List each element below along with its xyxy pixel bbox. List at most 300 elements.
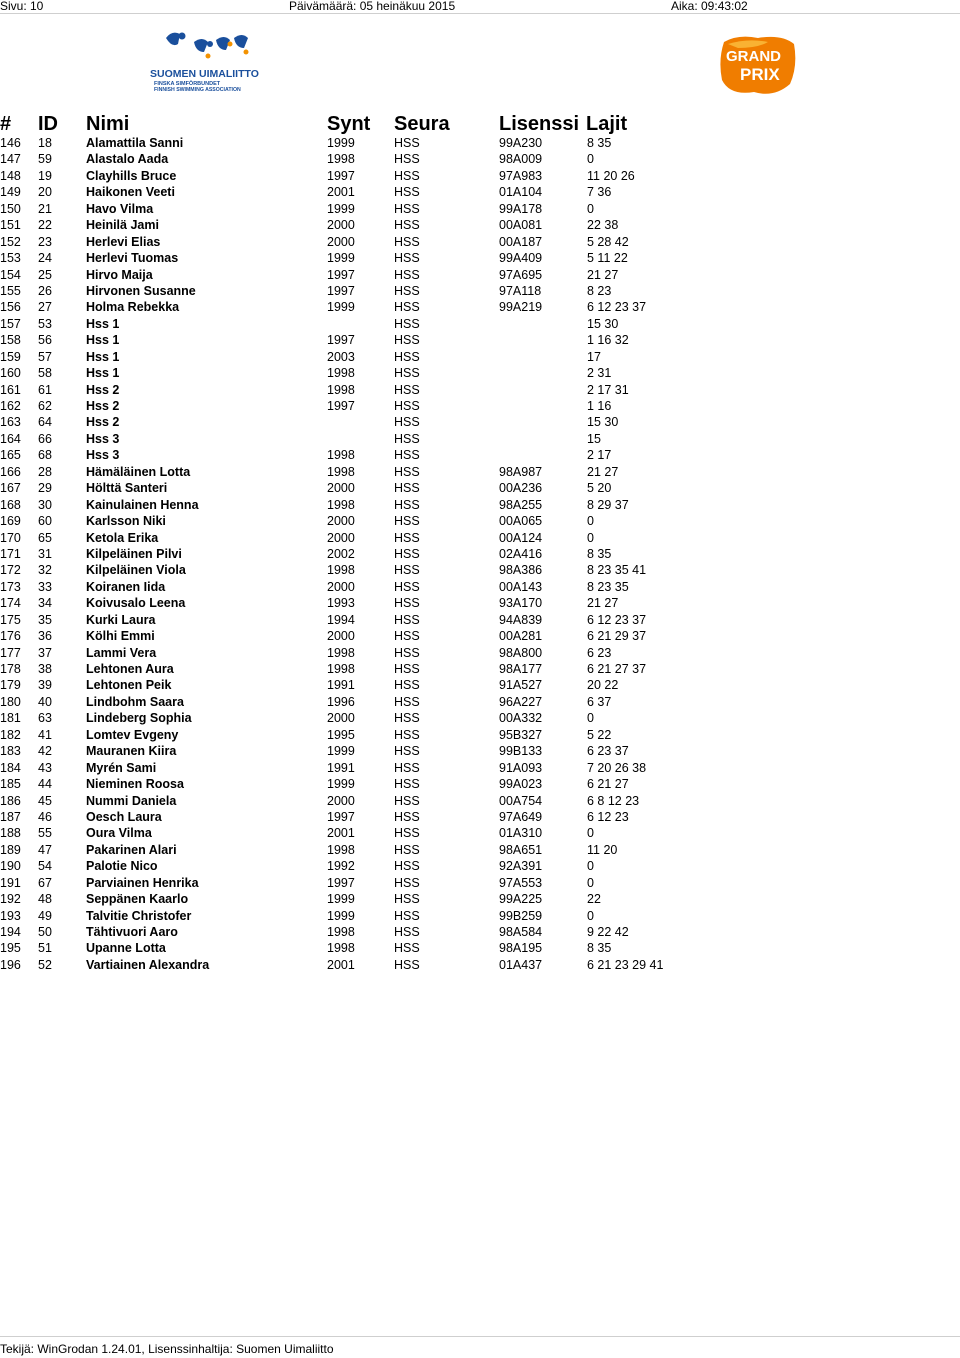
license: 95B327 — [499, 727, 543, 742]
club: HSS — [394, 809, 420, 824]
birth-year: 1998 — [327, 662, 355, 676]
page-number: Sivu: 10 — [0, 0, 44, 13]
header-divider — [0, 13, 960, 14]
birth-year: 1997 — [327, 809, 355, 824]
swimmer-id: 55 — [38, 826, 52, 841]
license: 99B133 — [499, 744, 543, 759]
events: 15 30 — [587, 316, 619, 331]
birth-year: 1991 — [327, 760, 355, 775]
swimmer-id: 22 — [38, 218, 52, 233]
row-number: 154 — [0, 267, 21, 282]
swimmer-id: 23 — [38, 234, 52, 249]
license: 98A195 — [499, 941, 543, 956]
license: 98A584 — [499, 925, 543, 939]
row-number: 162 — [0, 399, 21, 413]
row-number: 151 — [0, 218, 21, 233]
swimmer-id: 57 — [38, 349, 52, 364]
swimmer-id: 42 — [38, 744, 52, 759]
club: HSS — [394, 875, 420, 890]
swimmer-name: Upanne Lotta — [86, 941, 166, 956]
row-number: 172 — [0, 563, 21, 578]
swimmer-name: Pakarinen Alari — [86, 842, 177, 857]
events: 6 12 23 37 — [587, 300, 647, 315]
grand-prix-logo — [718, 34, 798, 98]
birth-year: 1997 — [327, 283, 355, 298]
table-row — [0, 168, 960, 184]
table-row — [0, 645, 960, 661]
club: HSS — [394, 957, 420, 972]
row-number: 192 — [0, 892, 21, 907]
row-number: 180 — [0, 694, 21, 709]
events: 5 22 — [587, 727, 612, 742]
birth-year: 1998 — [327, 152, 355, 167]
footer-text: Tekijä: WinGrodan 1.24.01, Lisenssinhaltija: Suomen Uimaliitto — [0, 1342, 334, 1356]
birth-year: 1995 — [327, 727, 355, 742]
swimmer-name: Ketola Erika — [86, 530, 159, 545]
row-number: 174 — [0, 596, 21, 611]
row-number: 158 — [0, 333, 21, 348]
swimmer-id: 46 — [38, 809, 52, 824]
row-number: 176 — [0, 629, 21, 644]
events: 1 16 32 — [587, 333, 629, 348]
club: HSS — [394, 399, 420, 413]
row-number: 168 — [0, 497, 21, 512]
events: 8 23 35 41 — [587, 563, 647, 578]
swimmer-name: Hss 1 — [86, 316, 120, 331]
swimmer-name: Parviainen Henrika — [86, 875, 199, 890]
events: 15 30 — [587, 415, 619, 430]
license: 97A649 — [499, 809, 543, 824]
swimmer-name: Nieminen Roosa — [86, 777, 184, 792]
swimmer-name: Lindbohm Saara — [86, 694, 184, 709]
table-row — [0, 283, 960, 299]
events: 21 27 — [587, 267, 619, 282]
birth-year: 1998 — [327, 842, 355, 857]
license: 99A225 — [499, 892, 543, 907]
row-number: 175 — [0, 612, 21, 627]
swimmer-name: Koivusalo Leena — [86, 596, 186, 611]
events: 6 21 27 37 — [587, 662, 647, 676]
birth-year: 1998 — [327, 497, 355, 512]
col-header-license: Lisenssi — [499, 113, 580, 135]
license: 91A093 — [499, 760, 543, 775]
club: HSS — [394, 629, 420, 644]
row-number: 149 — [0, 185, 21, 200]
table-row — [0, 858, 960, 874]
swimmer-id: 33 — [38, 579, 52, 594]
swimmer-name: Alamattila Sanni — [86, 136, 184, 150]
table-row — [0, 382, 960, 398]
table-row — [0, 957, 960, 973]
row-number: 184 — [0, 760, 21, 775]
birth-year: 1999 — [327, 300, 355, 315]
license: 98A987 — [499, 464, 543, 479]
table-row — [0, 842, 960, 858]
row-number: 156 — [0, 300, 21, 315]
swimmer-id: 51 — [38, 941, 52, 956]
row-number: 164 — [0, 431, 21, 446]
swimmer-name: Herlevi Elias — [86, 234, 161, 249]
swimmer-name: Heinilä Jami — [86, 218, 159, 233]
club: HSS — [394, 596, 420, 611]
club: HSS — [394, 431, 420, 446]
swimmer-id: 48 — [38, 892, 52, 907]
table-row — [0, 825, 960, 841]
club: HSS — [394, 859, 420, 874]
birth-year: 1999 — [327, 136, 355, 150]
swimmer-id: 35 — [38, 612, 52, 627]
events: 22 38 — [587, 218, 619, 233]
events: 8 23 — [587, 283, 612, 298]
swimmer-name: Alastalo Aada — [86, 152, 169, 167]
row-number: 193 — [0, 908, 21, 923]
col-header-name: Nimi — [86, 113, 130, 135]
club: HSS — [394, 448, 420, 463]
swimmer-id: 44 — [38, 777, 52, 792]
events: 6 21 29 37 — [587, 629, 647, 644]
row-number: 153 — [0, 251, 21, 266]
page-header — [0, 0, 960, 13]
club: HSS — [394, 744, 420, 759]
row-number: 173 — [0, 579, 21, 594]
table-row — [0, 694, 960, 710]
swimmer-name: Holma Rebekka — [86, 300, 180, 315]
swimmer-id: 29 — [38, 481, 52, 496]
row-number: 185 — [0, 777, 21, 792]
row-number: 187 — [0, 809, 21, 824]
events: 15 — [587, 431, 601, 446]
table-row — [0, 743, 960, 759]
swimmer-name: Lomtev Evgeny — [86, 727, 179, 742]
row-number: 186 — [0, 793, 21, 808]
swimmer-name: Oesch Laura — [86, 809, 162, 824]
table-row — [0, 677, 960, 693]
license: 98A009 — [499, 152, 543, 167]
club: HSS — [394, 300, 420, 315]
events: 8 23 35 — [587, 579, 629, 594]
swimmer-name: Hss 1 — [86, 366, 120, 381]
row-number: 178 — [0, 662, 21, 676]
table-row — [0, 875, 960, 891]
events: 0 — [587, 514, 594, 529]
birth-year: 2000 — [327, 218, 355, 233]
license: 00A332 — [499, 711, 543, 726]
table-row — [0, 562, 960, 578]
events: 2 17 — [587, 448, 612, 463]
birth-year: 1999 — [327, 777, 355, 792]
row-number: 194 — [0, 925, 21, 939]
events: 6 23 37 — [587, 744, 629, 759]
col-header-id: ID — [38, 113, 58, 135]
events: 20 22 — [587, 678, 619, 693]
row-number: 179 — [0, 678, 21, 693]
swimmer-id: 25 — [38, 267, 52, 282]
events: 11 20 — [587, 842, 618, 857]
license: 01A437 — [499, 957, 543, 972]
swimmer-name: Myrén Sami — [86, 760, 157, 775]
swimmer-id: 61 — [38, 382, 52, 397]
club: HSS — [394, 645, 420, 660]
col-header-number: # — [0, 113, 12, 135]
birth-year: 1997 — [327, 399, 355, 413]
club: HSS — [394, 925, 420, 939]
swimmer-id: 63 — [38, 711, 52, 726]
swimmer-name: Hss 3 — [86, 431, 120, 446]
events: 8 35 — [587, 941, 612, 956]
club: HSS — [394, 267, 420, 282]
birth-year: 2000 — [327, 629, 355, 644]
swimmer-name: Palotie Nico — [86, 859, 158, 874]
row-number: 177 — [0, 645, 21, 660]
swimmer-name: Kurki Laura — [86, 612, 156, 627]
participant-table — [0, 135, 960, 973]
swimmer-name: Hss 2 — [86, 399, 120, 413]
table-row — [0, 793, 960, 809]
club: HSS — [394, 168, 420, 183]
birth-year: 2000 — [327, 514, 355, 529]
table-row — [0, 710, 960, 726]
table-row — [0, 546, 960, 562]
birth-year: 2001 — [327, 826, 355, 841]
table-row — [0, 332, 960, 348]
swimmer-name: Lindeberg Sophia — [86, 711, 192, 726]
club: HSS — [394, 941, 420, 956]
swimmer-name: Hirvonen Susanne — [86, 283, 196, 298]
birth-year: 1998 — [327, 563, 355, 578]
swimmer-name: Hölttä Santeri — [86, 481, 168, 496]
birth-year: 1998 — [327, 645, 355, 660]
events: 17 — [587, 349, 601, 364]
birth-year: 1998 — [327, 464, 355, 479]
table-row — [0, 135, 960, 151]
table-row — [0, 924, 960, 940]
events: 6 8 12 23 — [587, 793, 640, 808]
license: 01A104 — [499, 185, 543, 200]
swimmer-name: Nummi Daniela — [86, 793, 177, 808]
events: 21 27 — [587, 596, 619, 611]
svg-text:PRIX: PRIX — [740, 65, 780, 84]
swimmer-id: 50 — [38, 925, 52, 939]
club: HSS — [394, 218, 420, 233]
events: 7 20 26 38 — [587, 760, 647, 775]
license: 93A170 — [499, 596, 543, 611]
events: 8 35 — [587, 136, 612, 150]
swimmer-id: 60 — [38, 514, 52, 529]
swimmer-id: 58 — [38, 366, 52, 381]
license: 98A177 — [499, 662, 543, 676]
swimmer-name: Tähtivuori Aaro — [86, 925, 178, 939]
swimmer-id: 26 — [38, 283, 52, 298]
table-row — [0, 234, 960, 250]
license: 98A255 — [499, 497, 543, 512]
svg-text:FINNISH SWIMMING ASSOCIATION: FINNISH SWIMMING ASSOCIATION — [154, 87, 241, 93]
table-row — [0, 431, 960, 447]
table-row — [0, 480, 960, 496]
birth-year: 1999 — [327, 201, 355, 216]
events: 11 20 26 — [587, 168, 635, 183]
club: HSS — [394, 892, 420, 907]
license: 00A065 — [499, 514, 543, 529]
birth-year: 1999 — [327, 744, 355, 759]
events: 2 17 31 — [587, 382, 629, 397]
birth-year: 2000 — [327, 481, 355, 496]
row-number: 146 — [0, 136, 21, 150]
license: 97A553 — [499, 875, 543, 890]
row-number: 147 — [0, 152, 21, 167]
events: 21 27 — [587, 464, 619, 479]
club: HSS — [394, 777, 420, 792]
row-number: 167 — [0, 481, 21, 496]
swimmer-name: Talvitie Christofer — [86, 908, 192, 923]
birth-year: 1999 — [327, 892, 355, 907]
row-number: 190 — [0, 859, 21, 874]
table-row — [0, 217, 960, 233]
row-number: 171 — [0, 546, 21, 561]
svg-text:GRAND: GRAND — [726, 48, 781, 65]
col-header-club: Seura — [394, 113, 450, 135]
table-row — [0, 398, 960, 414]
swimmer-name: Koiranen Iida — [86, 579, 166, 594]
license: 02A416 — [499, 546, 543, 561]
birth-year: 1998 — [327, 366, 355, 381]
birth-year: 1997 — [327, 267, 355, 282]
birth-year: 1997 — [327, 168, 355, 183]
license: 99A219 — [499, 300, 543, 315]
license: 00A236 — [499, 481, 543, 496]
club: HSS — [394, 727, 420, 742]
birth-year: 2000 — [327, 234, 355, 249]
birth-year: 2001 — [327, 185, 355, 200]
col-header-birth-year: Synt — [327, 113, 371, 135]
license: 00A754 — [499, 793, 543, 808]
swimmer-id: 36 — [38, 629, 52, 644]
events: 0 — [587, 875, 594, 890]
birth-year: 2000 — [327, 579, 355, 594]
events: 7 36 — [587, 185, 612, 200]
swimmer-name: Clayhills Bruce — [86, 168, 177, 183]
birth-year: 2000 — [327, 530, 355, 545]
swimmer-id: 45 — [38, 793, 52, 808]
table-row — [0, 530, 960, 546]
svg-text:FINSKA SIMFÖRBUNDET: FINSKA SIMFÖRBUNDET — [154, 81, 221, 87]
swimmer-name: Hss 3 — [86, 448, 120, 463]
license: 99A230 — [499, 136, 543, 150]
table-row — [0, 760, 960, 776]
swimmer-id: 24 — [38, 251, 52, 266]
row-number: 170 — [0, 530, 21, 545]
swimmer-id: 68 — [38, 448, 52, 463]
club: HSS — [394, 136, 420, 150]
events: 5 20 — [587, 481, 612, 496]
table-row — [0, 349, 960, 365]
swimmer-id: 34 — [38, 596, 52, 611]
swimmer-name: Hss 2 — [86, 382, 120, 397]
swimmer-id: 66 — [38, 431, 52, 446]
table-row — [0, 316, 960, 332]
table-row — [0, 727, 960, 743]
row-number: 155 — [0, 283, 21, 298]
swimmer-id: 20 — [38, 185, 52, 200]
row-number: 152 — [0, 234, 21, 249]
row-number: 189 — [0, 842, 21, 857]
birth-year: 2003 — [327, 349, 355, 364]
swimmer-name: Haikonen Veeti — [86, 185, 175, 200]
row-number: 195 — [0, 941, 21, 956]
events: 1 16 — [587, 399, 612, 413]
swimmer-id: 49 — [38, 908, 52, 923]
events: 8 29 37 — [587, 497, 629, 512]
events: 6 21 23 29 41 — [587, 957, 664, 972]
swimmer-name: Seppänen Kaarlo — [86, 892, 189, 907]
birth-year: 1997 — [327, 875, 355, 890]
license: 01A310 — [499, 826, 543, 841]
swimmer-id: 38 — [38, 662, 52, 676]
row-number: 169 — [0, 514, 21, 529]
row-number: 191 — [0, 875, 21, 890]
birth-year: 2000 — [327, 711, 355, 726]
table-row — [0, 891, 960, 907]
swimmer-id: 43 — [38, 760, 52, 775]
swimmer-name: Hss 1 — [86, 333, 120, 348]
birth-year: 1993 — [327, 596, 355, 611]
swimmer-id: 53 — [38, 316, 52, 331]
license: 98A800 — [499, 645, 543, 660]
club: HSS — [394, 908, 420, 923]
swimmer-name: Oura Vilma — [86, 826, 152, 841]
swimmer-name: Lehtonen Peik — [86, 678, 172, 693]
club: HSS — [394, 793, 420, 808]
table-row — [0, 612, 960, 628]
row-number: 196 — [0, 957, 21, 972]
table-row — [0, 267, 960, 283]
swimmer-id: 54 — [38, 859, 52, 874]
swimmer-name: Hämäläinen Lotta — [86, 464, 191, 479]
birth-year: 2001 — [327, 957, 355, 972]
club: HSS — [394, 760, 420, 775]
swimmer-name: Kölhi Emmi — [86, 629, 155, 644]
license: 94A839 — [499, 612, 543, 627]
swimmer-name: Vartiainen Alexandra — [86, 957, 210, 972]
swimmer-name: Hss 1 — [86, 349, 120, 364]
row-number: 163 — [0, 415, 21, 430]
swimmer-id: 59 — [38, 152, 52, 167]
club: HSS — [394, 612, 420, 627]
swimmer-id: 32 — [38, 563, 52, 578]
table-row — [0, 579, 960, 595]
table-row — [0, 184, 960, 200]
events: 6 12 23 — [587, 809, 629, 824]
license: 97A118 — [499, 283, 542, 298]
license: 99A409 — [499, 251, 543, 266]
table-row — [0, 776, 960, 792]
club: HSS — [394, 382, 420, 397]
birth-year: 1999 — [327, 251, 355, 266]
events: 5 11 22 — [587, 251, 628, 266]
events: 6 21 27 — [587, 777, 629, 792]
swimmer-id: 64 — [38, 415, 52, 430]
swimmer-id: 56 — [38, 333, 52, 348]
swimmer-name: Mauranen Kiira — [86, 744, 177, 759]
swimmer-name: Lammi Vera — [86, 645, 157, 660]
club: HSS — [394, 563, 420, 578]
club: HSS — [394, 201, 420, 216]
row-number: 157 — [0, 316, 21, 331]
events: 0 — [587, 711, 594, 726]
birth-year: 2000 — [327, 793, 355, 808]
table-row — [0, 250, 960, 266]
table-row — [0, 595, 960, 611]
club: HSS — [394, 579, 420, 594]
